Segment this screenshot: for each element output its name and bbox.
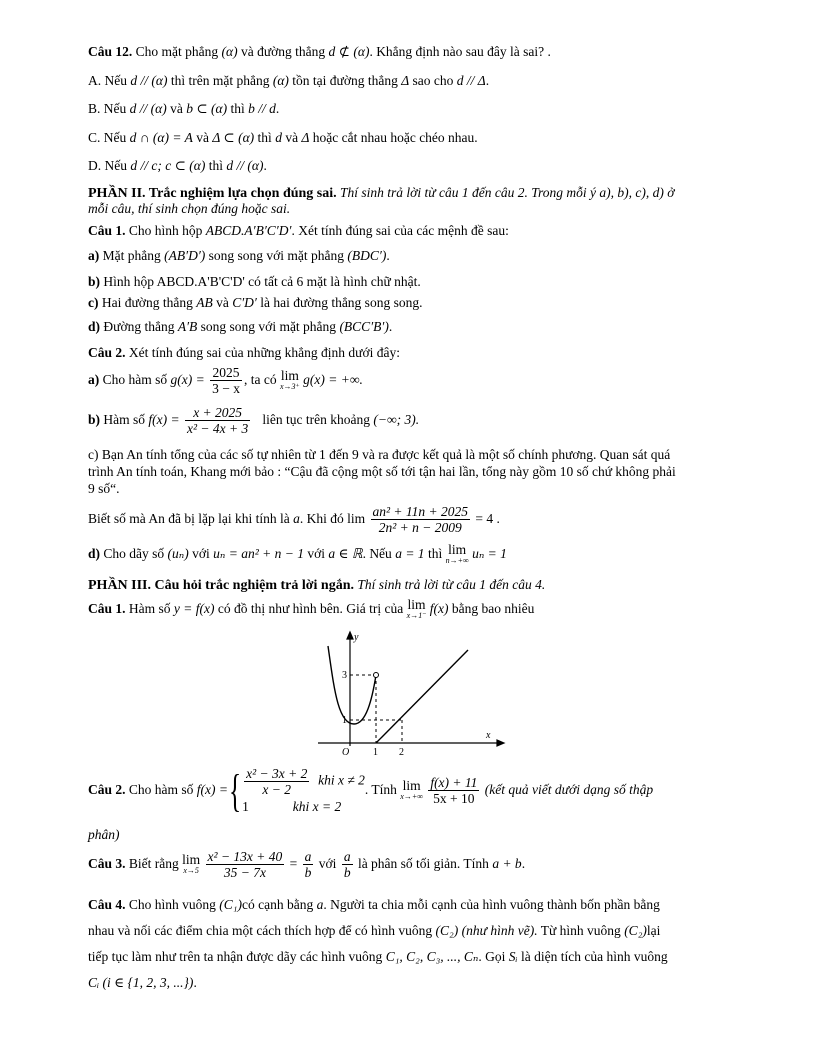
x-axis-label: x <box>486 730 491 741</box>
x-tick-2: 2 <box>399 747 404 758</box>
fraction: $\frac{a}{b}$ <box>343 849 351 881</box>
p3-c4-line3: tiếp tục làm như trên ta nhận được dãy các hình vuông C₁, C₂, C₃, ..., Cₙ. Gọi Sᵢ là diện tích của hình vuông <box>88 949 668 964</box>
p3-c2-stem: Câu 2. Cho hàm số f(x) ={ $\frac{\text{x² − 3x + 2}}{x - 2}$ khi x ≠ 2 1 khi x = 2 . Tính lim x→+∞ $\frac{f(x) + 11}{5x + 10}$ (kết quả viết dưới dạng số thập <box>88 764 654 816</box>
part2-note: mỗi câu, thí sinh chọn đúng hoặc sai. <box>88 201 291 216</box>
fraction: $\frac{f(x) + 11}{5x + 10}$ <box>430 775 478 807</box>
p2-c2-c-line2: trình An tính toán, Khang mới bảo : “Cậu đã cộng một số tới tận hai lần, tổng này gồm 10 số chứ không phải <box>88 464 676 479</box>
p3-c4-line1: Câu 4. Cho hình vuông (C₁)có cạnh bằng a. Người ta chia mỗi cạnh của hình vuông thành bốn phần bằng <box>88 897 660 912</box>
p3-c2-note-tail: phân) <box>88 827 120 842</box>
parabola-branch <box>328 646 376 724</box>
limit-operator: lim n→+∞ <box>445 542 469 566</box>
guides <box>350 675 402 743</box>
case-2: 1 khi x = 2 <box>242 798 342 814</box>
limit-operator: lim x→+∞ <box>400 778 423 802</box>
limit-operator: lim x→3⁺ <box>279 368 300 392</box>
p2-c1-b: b) Hình hộp ABCD.A'B'C'D' có tất cả 6 mặt là hình chữ nhật. <box>88 274 421 289</box>
fraction: $\frac{\text{x² − 3x + 2}}{x - 2}$ <box>246 765 308 797</box>
fraction: $\frac{\text{x² − 13x + 40}}{35 - 7x}$ <box>207 849 283 881</box>
q12-option-a: A. Nếu d // (α) thì trên mặt phẳng (α) tồn tại đường thẳng Δ sao cho d // Δ. <box>88 73 490 88</box>
p3-c4-line4: Cᵢ (i ∈ {1, 2, 3, ...}). <box>88 975 197 990</box>
fraction: $\frac{a}{b}$ <box>304 849 312 881</box>
y-tick-1: 1 <box>342 715 347 726</box>
curly-brace: { <box>228 764 242 816</box>
p2-c1-stem: Câu 1. Cho hình hộp ABCD.A′B′C′D′. Xét tính đúng sai của các mệnh đề sau: <box>88 223 509 238</box>
p2-c2-c-line1: c) Bạn An tính tổng của các số tự nhiên từ 1 đến 9 và ra được kết quả là một số chính phương. Quan sát quá <box>88 447 671 462</box>
x-axis-arrow <box>497 740 504 746</box>
open-point <box>374 673 379 678</box>
fraction: $\frac{\text{an² + 11n + 2025}}{\text{2n² + n − 2009}}$ <box>372 504 469 536</box>
p2-c2-a: a) Cho hàm số g(x) = $\frac{2025}{3 - x}$ , ta có lim x→3⁺ g(x) = +∞. <box>88 365 363 397</box>
limit-operator: lim x→1⁻ <box>406 597 427 621</box>
p2-c1-d: d) Đường thẳng A′B song song với mặt phẳng (BCC′B′). <box>88 319 393 334</box>
part2-heading: PHẦN II. Trắc nghiệm lựa chọn đúng sai. Thí sinh trả lời từ câu 1 đến câu 2. Trong mỗi ý a), b), c), d) ở <box>88 185 675 201</box>
y-tick-3: 3 <box>342 670 347 681</box>
p2-c2-c-line3: 9 số“. <box>88 481 120 496</box>
p2-c1-a: a) Mặt phẳng (AB′D′) song song với mặt phẳng (BDC′). <box>88 248 390 263</box>
axes <box>318 632 504 746</box>
p2-c2-c-line4: Biết số mà An đã bị lặp lại khi tính là a. Khi đó lim $\frac{\text{an² + 11n + 2025}}{\text{2n² + n − 2009}}$ = 4 . <box>88 504 500 536</box>
p2-c2-stem: Câu 2. Xét tính đúng sai của những khẳng định dưới đây: <box>88 345 400 360</box>
case-1: $\frac{\text{x² − 3x + 2}}{x - 2}$ khi x ≠ 2 <box>246 765 365 797</box>
function-graph <box>310 628 510 760</box>
limit-operator: lim x→5 <box>182 852 201 876</box>
p3-c3-stem: Câu 3. Biết rằng lim x→5 $\frac{\text{x² − 13x + 40}}{35 - 7x}$ = $\frac{a}{b}$ với $\frac{a}{b}$ là phân số tối giản. Tính a + b. <box>88 849 526 881</box>
p2-c1-c: c) Hai đường thẳng AB và C′D′ là hai đường thẳng song song. <box>88 295 423 310</box>
p3-c4-line2: nhau và nối các điểm chia một cách thích hợp để có hình vuông (C₂) (như hình vẽ). Từ hình vuông (C₂)lại <box>88 923 661 938</box>
y-axis-label: y <box>354 632 359 643</box>
q12-option-b: B. Nếu d // (α) và b ⊂ (α) thì b // d. <box>88 101 280 116</box>
q12-option-d: D. Nếu d // c; c ⊂ (α) thì d // (α). <box>88 158 267 173</box>
q12-option-c: C. Nếu d ∩ (α) = A và Δ ⊂ (α) thì d và Δ hoặc cắt nhau hoặc chéo nhau. <box>88 130 478 145</box>
y-axis-arrow <box>347 632 353 639</box>
q12-stem: Câu 12. Cho mặt phẳng (α) và đường thẳng d ⊄ (α). Khẳng định nào sau đây là sai? . <box>88 44 551 59</box>
p3-c1-stem: Câu 1. Hàm số y = f(x) có đồ thị như hình bên. Giá trị của lim x→1⁻ f(x) bằng bao nhiêu <box>88 597 535 621</box>
p2-c2-d: d) Cho dãy số (uₙ) với uₙ = an² + n − 1 với a ∈ ℝ. Nếu a = 1 thì lim n→+∞ uₙ = 1 <box>88 542 507 566</box>
origin-label: O <box>342 747 350 758</box>
piecewise-cases <box>242 766 365 816</box>
x-tick-1: 1 <box>373 747 378 758</box>
fraction: $\frac{x + 2025}{\text{x² − 4x + 3}}$ <box>186 405 249 437</box>
fraction: $\frac{2025}{3 - x}$ <box>212 365 240 397</box>
part3-heading: PHẦN III. Câu hỏi trắc nghiệm trả lời ngắn. Thí sinh trả lời từ câu 1 đến câu 4. <box>88 577 546 593</box>
line-branch <box>376 650 468 743</box>
p2-c2-b: b) Hàm số f(x) = $\frac{x + 2025}{\text{x² − 4x + 3}}$ liên tục trên khoảng (−∞; 3). <box>88 405 420 437</box>
